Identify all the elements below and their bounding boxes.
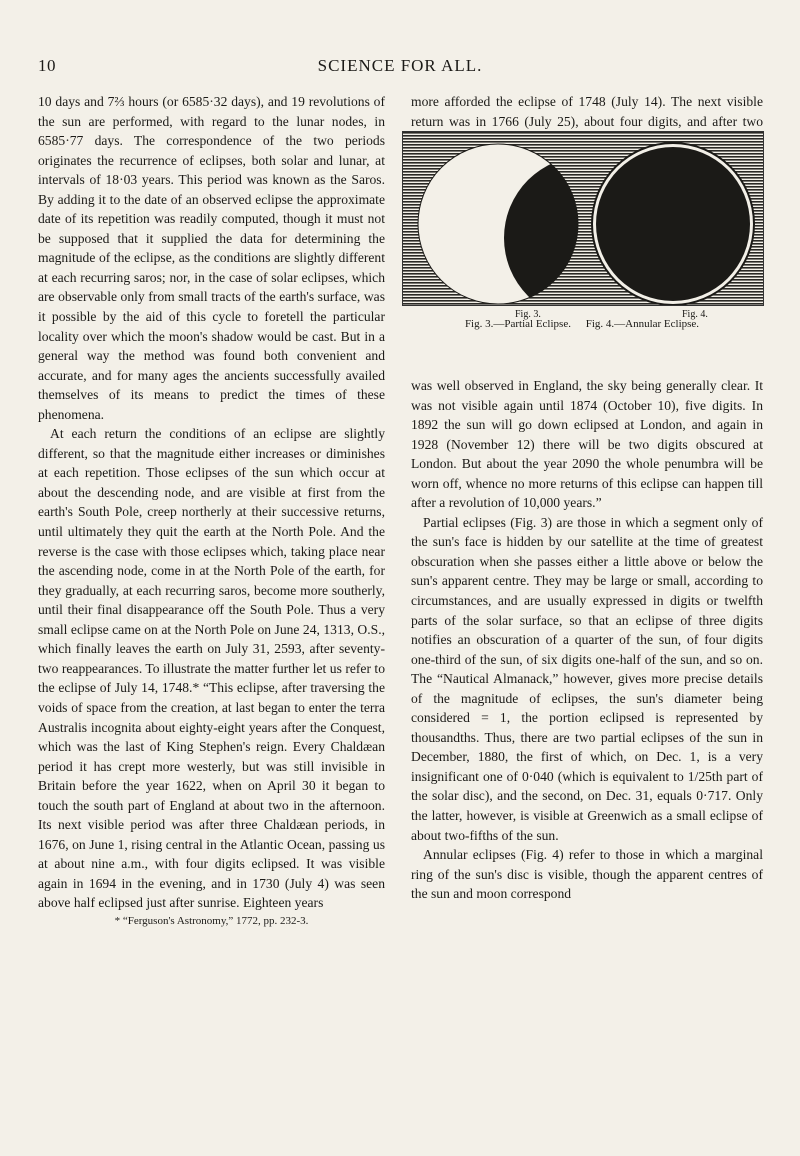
eclipse-illustration	[403, 132, 763, 305]
annular-eclipse-diagram	[591, 142, 755, 305]
fig4-label: Fig. 4.	[682, 309, 708, 320]
fig3-caption: Fig. 3.—Partial Eclipse.	[464, 318, 571, 330]
paragraph: Partial eclipses (Fig. 3) are those in which a segment only of the sun's face is hidden by our satellite at the time of greatest obscuration when she passes either a little above or below the sun's apparent centre. They may be large or small, according to circumstances, and are usually expressed in digits or twelfth parts of the solar surface, so that an eclipse of three digits notifies an obscuration of a quarter of the sun, of four digits one-third of the sun, of six digits one-half of the sun, and so on. The “Nautical Almanack,” however, gives more precise details of the magnitude of eclipses, the sun's diameter being considered = 1, the portion eclipsed is represented by thousandths. Thus, there are two partial eclipses of the sun in December, 1880, the first of which, on Dec. 1, is a very insignificant one of 0·040 (which is equivalent to 1/25th part of the solar disc), and the second, on Dec. 31, equals 0·717. Only the latter, however, is visible at Greenwich as a small eclipse of about two-fifths of the sun.	[411, 514, 763, 843]
page-number: 10	[38, 56, 56, 75]
footnote: * “Ferguson's Astronomy,” 1772, pp. 232-3.	[114, 914, 309, 927]
figure-caption	[402, 318, 762, 330]
page-header	[0, 56, 800, 80]
paragraph: Annular eclipses (Fig. 4) refer to those in which a marginal ring of the sun's disc is visible, though the apparent centres of the sun and moon correspond	[411, 847, 763, 902]
fig4-caption: Fig. 4.—Annular Eclipse.	[585, 318, 700, 330]
right-column-bottom	[411, 376, 763, 904]
eclipse-figure	[402, 131, 764, 306]
fig3-label: Fig. 3.	[515, 309, 541, 320]
left-column	[38, 92, 385, 928]
paragraph: was well observed in England, the sky being generally clear. It was not visible again until 1874 (October 10), five digits. In 1892 the sun will go down eclipsed at London, and again in 1928 (November 12) there will be two digits obscured at London. But about the year 2090 the whole penumbra will be worn off, whence no more returns of this eclipse can happen till after a revolution of 10,000 years.”	[411, 378, 763, 511]
running-head: SCIENCE FOR ALL.	[317, 56, 483, 75]
paragraph: At each return the conditions of an eclipse are slightly different, so that the magnitude either increases or diminishes at each repetition. Those eclipses of the sun which occur at about the descending node, and are visible at first from the earth's South Pole, creep northerly at their successive returns, until ultimately they quit the earth at the North Pole. And the reverse is the case with those eclipses which, taking place near the ascending node, come in at the North Pole of the earth, for they gradually, at each recurring saros, become more southerly, until their final disappearance off the South Pole. Thus a very small eclipse came on at the North Pole on June 24, 1313, O.S., which finally leaves the earth on July 31, 2593, after seventy-two reappearances. To illustrate the matter further let us refer to the eclipse of July 14, 1748.* “This eclipse, after traversing the voids of space from the creation, at last began to enter the terra Australis incognita about eighty-eight years after the Conquest, which was the last of King Stephen's reign. Every Chaldæan period it has crept more westerly, but was still invisible in Britain before the year 1622, when on April 30 it began to touch the south part of England at about two in the afternoon. Its next visible period was after three Chaldæan periods, in 1676, on June 1, rising central in the Atlantic Ocean, passing us at about nine a.m., with four digits eclipsed. It was visible again in 1694 in the evening, and in 1730 (July 4) was seen above half eclipsed just after sunrise. Eighteen years	[38, 426, 385, 911]
paragraph: 10 days and 7⅔ hours (or 6585·32 days), and 19 revolutions of the sun are performed, with regard to the lunar nodes, in 6585·77 days. The correspondence of the two periods originates the recurrence of eclipses, both solar and lunar, at intervals of 18·03 years. This period was known as the Saros. By adding it to the date of an observed eclipse the approximate date of its repetition was readily computed, though it must not be supposed that it supplied the data for determining the magnitude of the eclipse, as the conditions are slightly different at each recurring saros; nor, in the case of solar eclipses, which are observable only from small tracts of the earth's surface, was it possible by the aid of this cycle to foretell the particular locality over which the moon's shadow would be cast. But in a general way the method was found both convenient and accurate, and for many ages the ancients successfully availed themselves of its means to predict the times of these phenomena.	[38, 94, 385, 422]
paragraph: more afforded the eclipse of 1748 (July 14). The next visible return was in 1766 (July 25), about four digits, and after two	[411, 94, 763, 129]
